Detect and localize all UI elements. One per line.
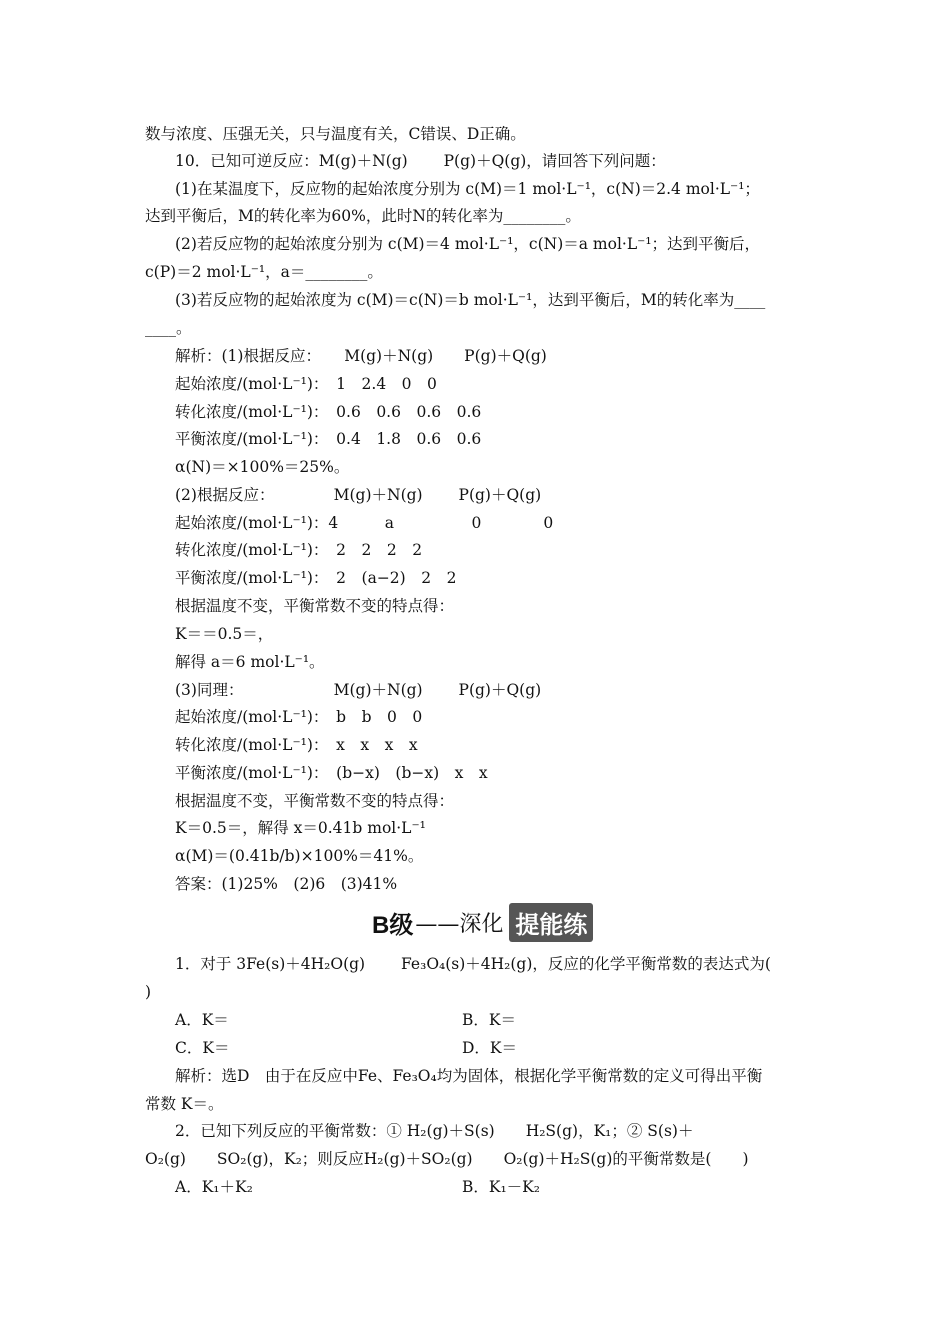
solution-line: 解析：(1)根据反应： M(g)＋N(g) P(g)＋Q(g) [175, 347, 547, 365]
option-b: B．K₁－K₂ [462, 1178, 540, 1196]
solution-line: 起始浓度/(mol·L⁻¹)：4 a 0 0 [175, 514, 554, 532]
question-10-stem: 10．已知可逆反应：M(g)＋N(g) P(g)＋Q(g)，请回答下列问题： [175, 152, 666, 170]
solution-line: 平衡浓度/(mol·L⁻¹)： (b−x) (b−x) x x [175, 764, 488, 782]
option-b: B．K＝ [462, 1011, 516, 1029]
option-d: D．K＝ [462, 1039, 518, 1057]
question-2-stem: 2．已知下列反应的平衡常数：① H₂(g)＋S(s) H₂S(g)，K₁；② S(s)＋ [175, 1122, 694, 1140]
option-c: C．K＝ [175, 1039, 230, 1057]
section-heading [372, 902, 593, 942]
solution-line: K＝＝0.5＝， [175, 625, 274, 643]
question-1-stem-cont: ) [145, 983, 152, 1001]
solution-line: 根据温度不变，平衡常数不变的特点得： [175, 597, 455, 615]
solution-line: 解得 a＝6 mol·L⁻¹。 [175, 653, 325, 671]
section-level: B级 [372, 911, 414, 939]
solution-line: 根据温度不变，平衡常数不变的特点得： [175, 792, 455, 810]
solution-line: 平衡浓度/(mol·L⁻¹)： 0.4 1.8 0.6 0.6 [175, 430, 482, 448]
solution-line: 转化浓度/(mol·L⁻¹)： x x x x [175, 736, 418, 754]
question-1-solution-cont: 常数 K＝。 [145, 1095, 224, 1113]
solution-line: 起始浓度/(mol·L⁻¹)： 1 2.4 0 0 [175, 375, 437, 393]
question-10-part3-cont: ____。 [145, 319, 192, 337]
solution-line: 转化浓度/(mol·L⁻¹)： 0.6 0.6 0.6 0.6 [175, 403, 482, 421]
solution-line: 转化浓度/(mol·L⁻¹)： 2 2 2 2 [175, 541, 423, 559]
option-a: A．K＝ [175, 1011, 229, 1029]
section-badge: 提能练 [509, 903, 593, 942]
question-1-solution: 解析：选D 由于在反应中Fe、Fe₃O₄均为固体，根据化学平衡常数的定义可得出平衡 [175, 1067, 763, 1085]
question-10-part2: (2)若反应物的起始浓度分别为 c(M)＝4 mol·L⁻¹，c(N)＝a mol·L⁻¹；达到平衡后， [175, 235, 761, 253]
option-a: A．K₁＋K₂ [175, 1178, 253, 1196]
solution-line: (3)同理： M(g)＋N(g) P(g)＋Q(g) [175, 681, 542, 699]
answer-line: 答案：(1)25% (2)6 (3)41% [175, 875, 398, 893]
section-subtitle: ——深化 [415, 911, 504, 937]
solution-line: α(M)＝(0.41b/b)×100%＝41%。 [175, 847, 424, 865]
question-2-stem-cont: O₂(g) SO₂(g)，K₂；则反应H₂(g)＋SO₂(g) O₂(g)＋H₂S(g)的平衡常数是( ) [145, 1150, 749, 1168]
question-1-stem: 1．对于 3Fe(s)＋4H₂O(g) Fe₃O₄(s)＋4H₂(g)，反应的化学平衡常数的表达式为( [175, 955, 771, 973]
question-10-part1: (1)在某温度下，反应物的起始浓度分别为 c(M)＝1 mol·L⁻¹，c(N)＝2.4 mol·L⁻¹； [175, 180, 760, 198]
question-10-part3: (3)若反应物的起始浓度为 c(M)＝c(N)＝b mol·L⁻¹，达到平衡后，M的转化率为____ [175, 291, 766, 309]
solution-line: K＝0.5＝，解得 x＝0.41b mol·L⁻¹ [175, 819, 426, 837]
solution-line: α(N)＝×100%＝25%。 [175, 458, 350, 476]
question-10-part2-cont: c(P)＝2 mol·L⁻¹，a＝________。 [145, 263, 383, 281]
solution-line: 起始浓度/(mol·L⁻¹)： b b 0 0 [175, 708, 423, 726]
text-line: 数与浓度、压强无关，只与温度有关，C错误、D正确。 [145, 125, 526, 143]
question-10-part1-cont: 达到平衡后，M的转化率为60%，此时N的转化率为________。 [145, 207, 581, 225]
solution-line: 平衡浓度/(mol·L⁻¹)： 2 (a−2) 2 2 [175, 569, 457, 587]
solution-line: (2)根据反应： M(g)＋N(g) P(g)＋Q(g) [175, 486, 542, 504]
